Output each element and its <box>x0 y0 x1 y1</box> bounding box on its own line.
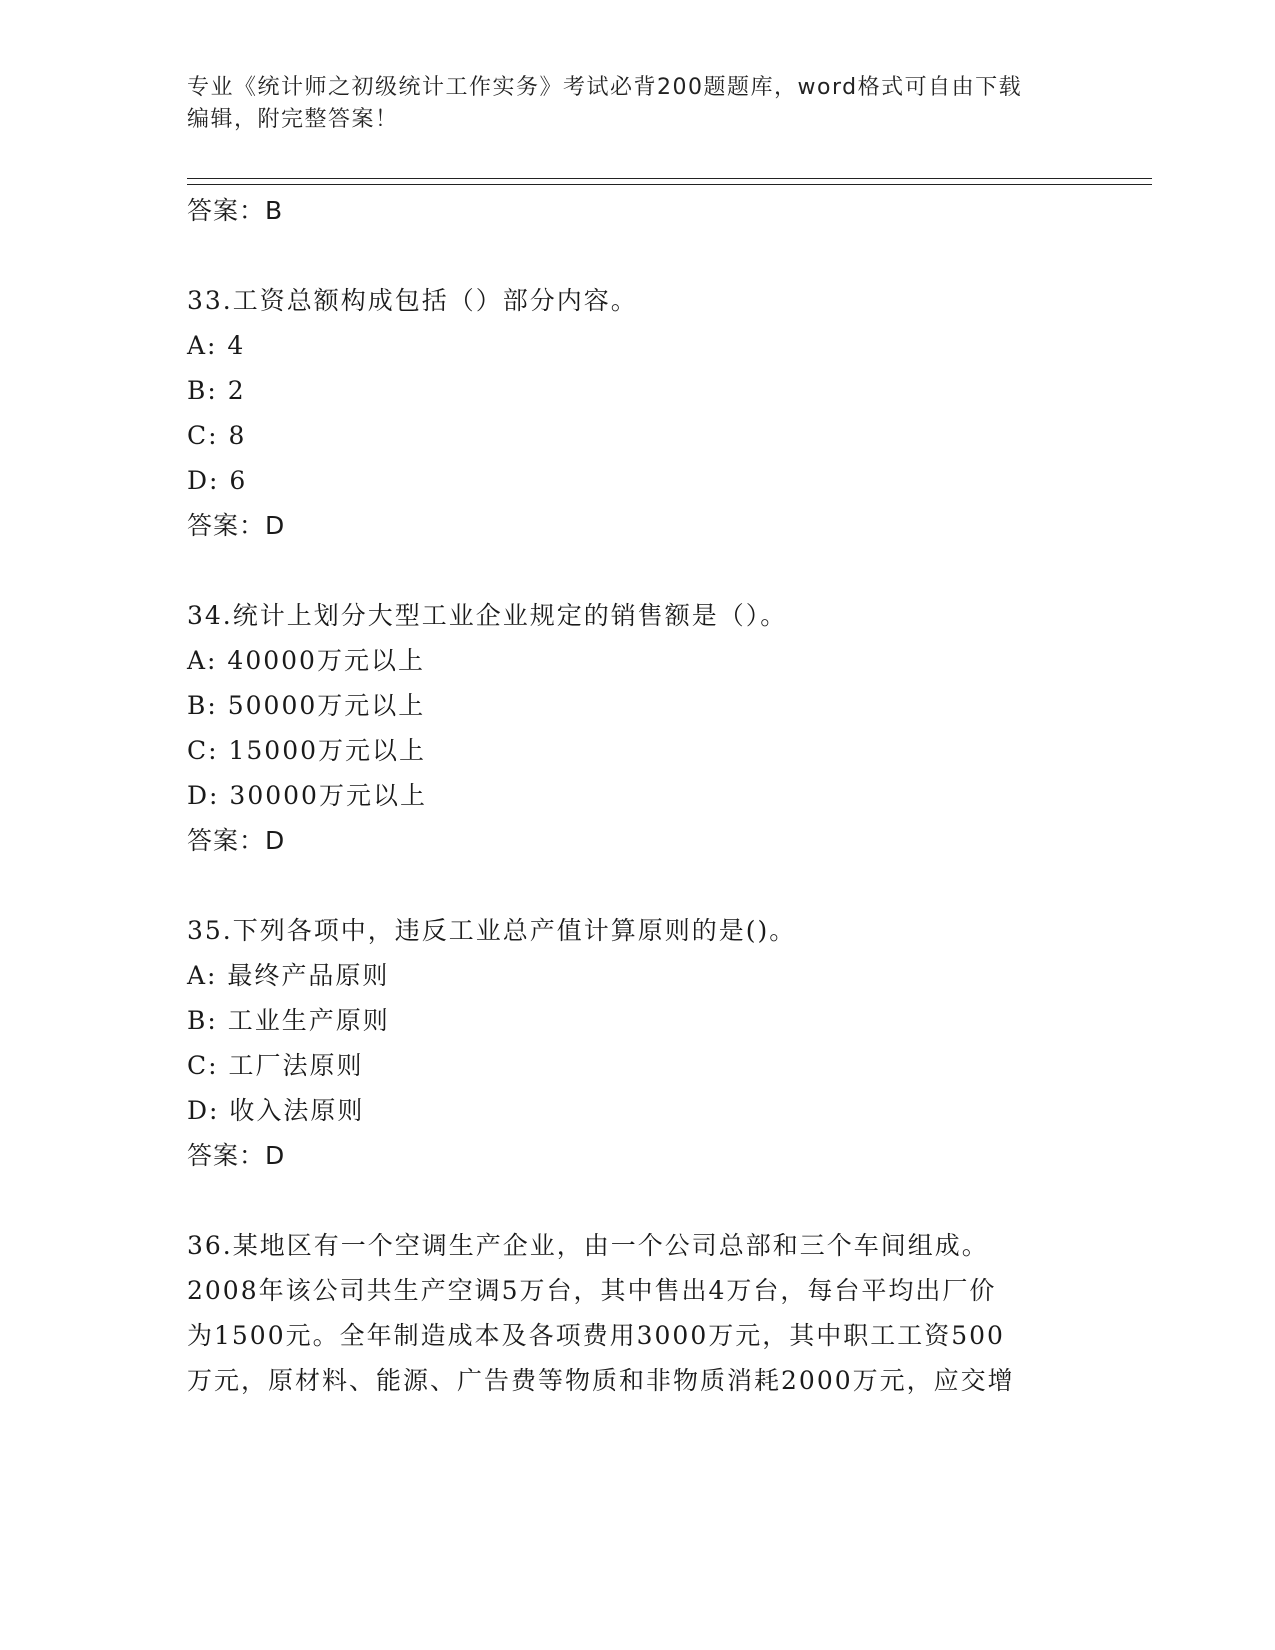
header-line-2: 编辑，附完整答案！ <box>187 107 399 132</box>
option-a: A: 4 <box>187 331 246 360</box>
question-33 <box>187 278 1087 548</box>
question-stem: 33.工资总额构成包括（）部分内容。 <box>187 286 638 315</box>
option-c: C: 工厂法原则 <box>187 1051 364 1080</box>
question-34 <box>187 593 1087 863</box>
option-d: D: 收入法原则 <box>187 1096 365 1125</box>
question-35 <box>187 908 1087 1178</box>
option-b: B: 2 <box>187 376 246 405</box>
answer: 答案：D <box>187 826 286 855</box>
answer: 答案：D <box>187 511 286 540</box>
answer: 答案：D <box>187 1141 286 1170</box>
spacer <box>187 863 1087 908</box>
spacer <box>187 233 1087 278</box>
option-b: B: 50000万元以上 <box>187 691 426 720</box>
header-double-rule <box>187 178 1152 185</box>
option-a: A: 40000万元以上 <box>187 646 425 675</box>
header-line-1: 专业《统计师之初级统计工作实务》考试必背200题题库，word格式可自由下载 <box>187 75 1023 100</box>
option-a: A: 最终产品原则 <box>187 961 390 990</box>
previous-answer: 答案：B <box>187 196 284 225</box>
option-b: B: 工业生产原则 <box>187 1006 390 1035</box>
option-d: D: 6 <box>187 466 248 495</box>
option-c: C: 8 <box>187 421 247 450</box>
question-36 <box>187 1223 1087 1403</box>
question-text-line: 万元，原材料、能源、广告费等物质和非物质消耗2000万元，应交增 <box>187 1366 1015 1395</box>
question-stem: 34.统计上划分大型工业企业规定的销售额是（）。 <box>187 601 788 630</box>
question-text-line: 2008年该公司共生产空调5万台，其中售出4万台，每台平均出厂价 <box>187 1276 997 1305</box>
question-stem: 35.下列各项中，违反工业总产值计算原则的是()。 <box>187 916 797 945</box>
document-body <box>187 188 1087 1403</box>
option-c: C: 15000万元以上 <box>187 736 427 765</box>
spacer <box>187 1178 1087 1223</box>
option-d: D: 30000万元以上 <box>187 781 427 810</box>
document-header <box>187 72 1067 136</box>
spacer <box>187 548 1087 593</box>
question-text-line: 36.某地区有一个空调生产企业，由一个公司总部和三个车间组成。 <box>187 1231 989 1260</box>
question-text-line: 为1500元。全年制造成本及各项费用3000万元，其中职工工资500 <box>187 1321 1005 1350</box>
